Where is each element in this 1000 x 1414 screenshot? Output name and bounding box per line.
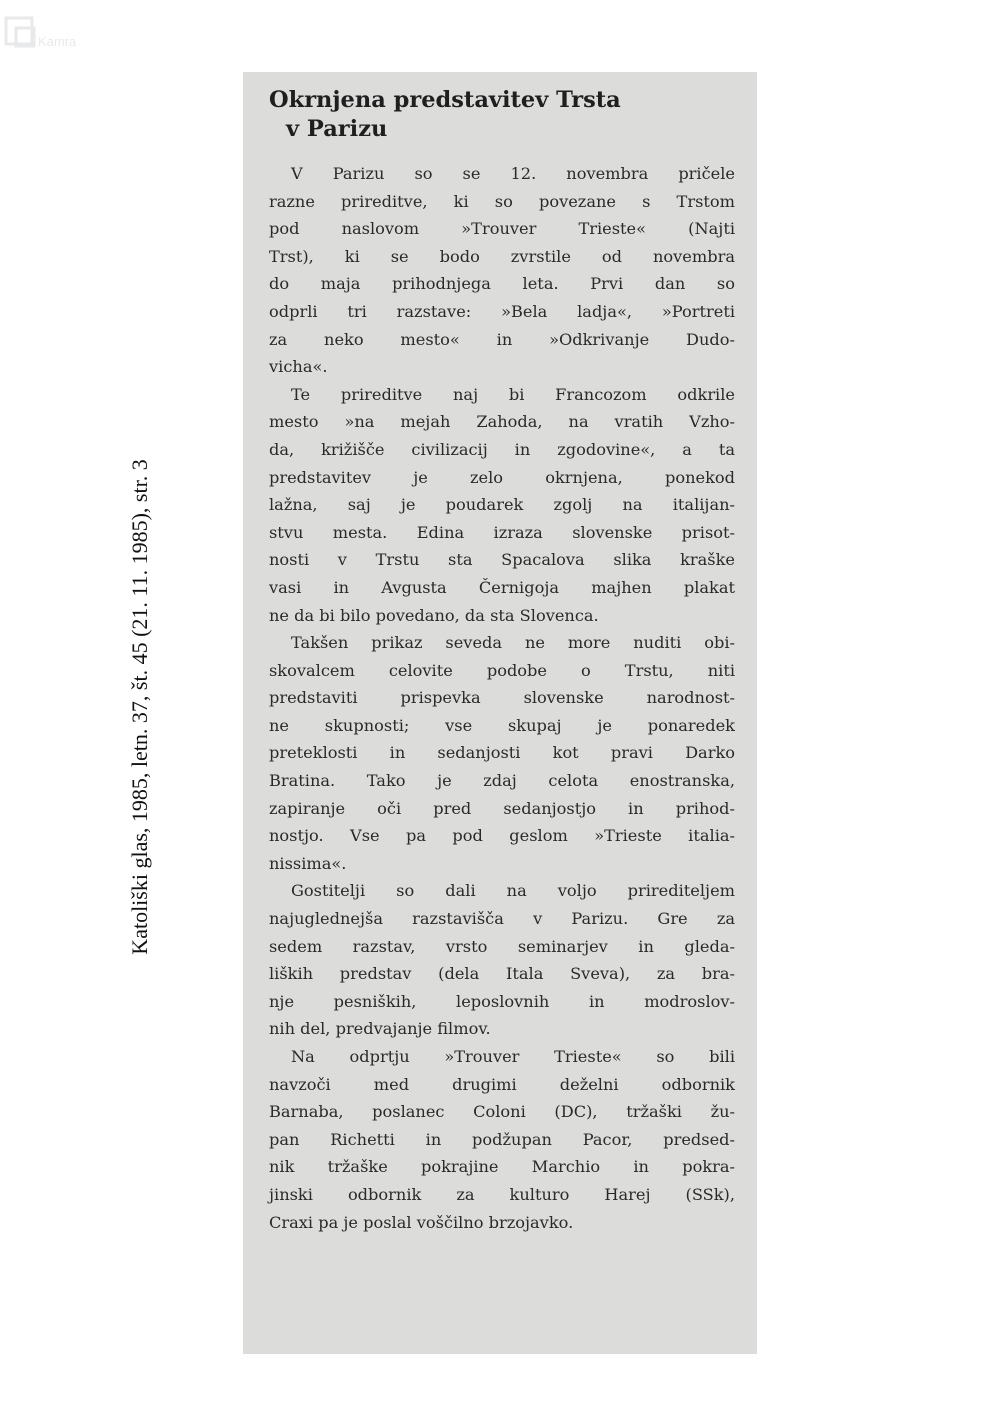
text-line: nissima«. xyxy=(269,853,347,873)
article-paragraph xyxy=(269,877,735,1043)
text-line: Takšen prikaz seveda ne more nuditi obi- xyxy=(291,633,735,653)
text-line: navzoči med drugimi deželni odbornik xyxy=(269,1074,735,1094)
text-line: Craxi pa je poslal voščilno brzojavko. xyxy=(269,1212,574,1232)
text-line: liških predstav (dela Itala Sveva), za bra- xyxy=(269,964,735,984)
text-line: stvu mesta. Edina izraza slovenske prisot- xyxy=(269,522,735,542)
text-line: nik tržaške pokrajine Marchio in pokra- xyxy=(269,1157,735,1177)
text-line: ne da bi bilo povedano, da sta Slovenca. xyxy=(269,605,599,625)
text-line: predstavitev je zelo okrnjena, ponekod xyxy=(269,467,735,487)
text-line: Na odprtju »Trouver Trieste« so bili xyxy=(291,1047,735,1066)
text-line: odprli tri razstave: »Bela ladja«, »Portreti xyxy=(269,301,735,321)
text-line: Barnaba, poslanec Coloni (DC), tržaški žu- xyxy=(269,1102,735,1122)
text-line: mesto »na mejah Zahoda, na vratih Vzho- xyxy=(269,412,735,432)
text-line: nostjo. Vse pa pod geslom »Trieste italia- xyxy=(269,826,735,846)
text-line: za neko mesto« in »Odkrivanje Dudo- xyxy=(269,329,735,349)
text-line: razne prireditve, ki so povezane s Trstom xyxy=(269,191,735,211)
text-line: Bratina. Tako je zdaj celota enostranska, xyxy=(269,771,735,791)
article-paragraph xyxy=(269,629,735,877)
text-line: nih del, predvajanje filmov. xyxy=(269,1019,491,1039)
text-line: Gostitelji so dali na voljo prirediteljem xyxy=(291,881,735,901)
article-paragraph xyxy=(269,381,735,629)
text-line: lažna, saj je poudarek zgolj na italijan- xyxy=(269,495,735,515)
watermark-icon xyxy=(4,14,38,48)
text-line: zapiranje oči pred sedanjostjo in prihod- xyxy=(269,798,735,818)
text-line: V Parizu so se 12. novembra pričele xyxy=(291,164,735,183)
newspaper-clipping xyxy=(243,72,757,1354)
text-line: vicha«. xyxy=(269,357,328,377)
text-line: sedem razstav, vrsto seminarjev in gleda- xyxy=(269,936,735,956)
text-line: najuglednejša razstavišča v Parizu. Gre za xyxy=(269,909,735,929)
text-line: preteklosti in sedanjosti kot pravi Darko xyxy=(269,743,735,763)
watermark-logo xyxy=(4,14,114,54)
article-paragraph xyxy=(269,160,735,381)
text-line: skovalcem celovite podobe o Trstu, niti xyxy=(269,660,735,680)
text-line: vasi in Avgusta Černigoja majhen plakat xyxy=(269,577,735,597)
text-line: do maja prihodnjega leta. Prvi dan so xyxy=(269,274,735,294)
source-citation: Katoliški glas, 1985, letn. 37, št. 45 (21. 11. 1985), str. 3 xyxy=(127,459,152,955)
text-line: predstaviti prispevka slovenske narodnost- xyxy=(269,688,735,708)
text-line: pod naslovom »Trouver Trieste« (Najti xyxy=(269,219,735,239)
text-line: Te prireditve naj bi Francozom odkrile xyxy=(291,384,735,404)
text-line: nosti v Trstu sta Spacalova slika kraške xyxy=(269,550,735,570)
text-line: nje pesniških, leposlovnih in modroslov- xyxy=(269,991,735,1011)
text-line: Trst), ki se bodo zvrstile od novembra xyxy=(269,246,735,266)
text-line: ne skupnosti; vse skupaj je ponaredek xyxy=(269,715,735,735)
title-line: Okrnjena predstavitev Trsta xyxy=(269,87,621,113)
text-line: da, križišče civilizacij in zgodovine«, a ta xyxy=(269,439,735,459)
watermark-text: Kamra xyxy=(38,34,77,49)
text-line: pan Richetti in podžupan Pacor, predsed- xyxy=(269,1129,735,1149)
title-line: v Parizu xyxy=(286,116,388,142)
article-title xyxy=(269,86,735,144)
text-line: jinski odbornik za kulturo Harej (SSk), xyxy=(269,1184,735,1204)
article-paragraph xyxy=(269,1043,735,1236)
